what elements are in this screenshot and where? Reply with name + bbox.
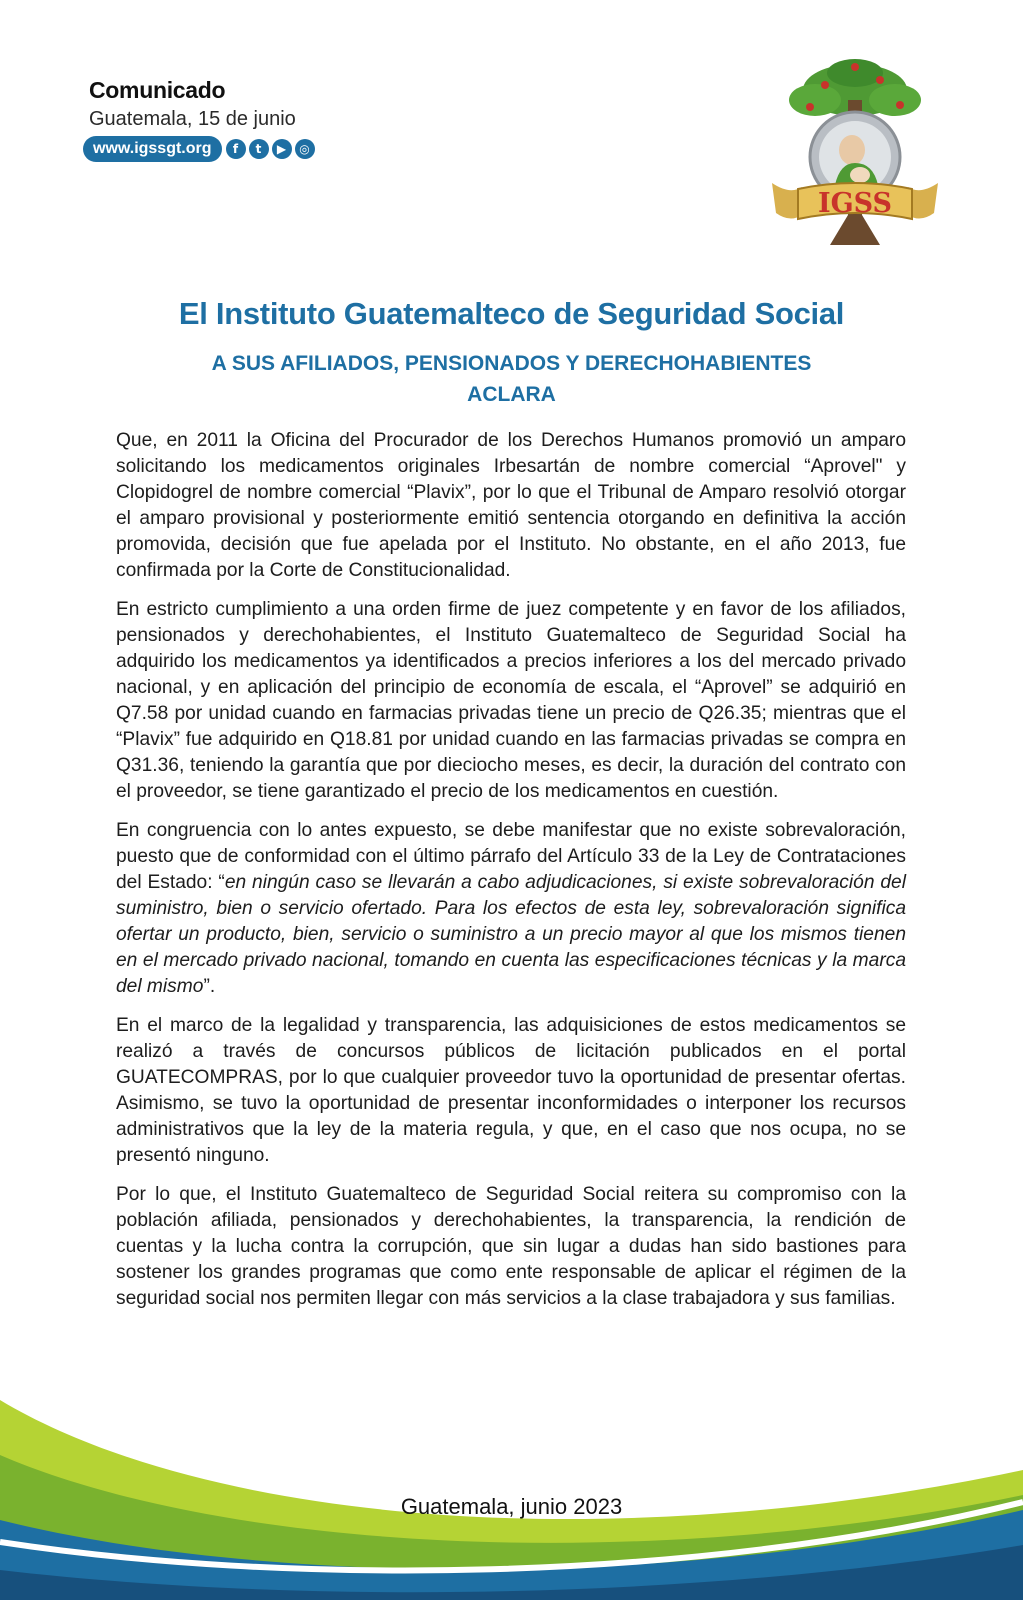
instagram-icon[interactable]: ◎ [295, 139, 315, 159]
paragraph-5: Por lo que, el Instituto Guatemalteco de Seguridad Social reitera su compromiso con la población afiliada, pensionados y derechohabientes, la transparencia, la rendición de cuentas y la lucha contra la corrupción, que sin lugar a dudas han sido bastiones para sostener los grandes programas que como ente responsable de aplicar el régimen de la seguridad social nos permiten llegar con más servicios a la clase trabajadora y sus familias. [116, 1184, 906, 1309]
logo-text: IGSS [817, 188, 893, 219]
facebook-icon[interactable]: f [226, 139, 246, 159]
paragraph-1: Que, en 2011 la Oficina del Procurador de los Derechos Humanos promovió un amparo solicitando los medicamentos originales Irbesartán de nombre comercial “Aprovel" y Clopidogrel de nombre comercial “Plavix”, por lo que el Tribunal de Amparo resolvió otorgar el amparo provisional y posteriormente emitió sentencia otorgando en definitiva la acción promovida, decisión que fue apelada por el Instituto. No obstante, en el año 2013, fue confirmada por la Corte de Constitucionalidad. [116, 430, 906, 581]
paragraph-2: En estricto cumplimiento a una orden firme de juez competente y en favor de los afiliados, pensionados y derechohabientes, el Instituto Guatemalteco de Seguridad Social ha adquirido los medicamentos ya identificados a precios inferiores a los del mercado privado nacional, y en aplicación del principio de economía de escala, el “Aprovel” se adquirió en Q7.58 por unidad cuando en farmacias privadas tiene un precio de Q26.35; mientras que el “Plavix” fue adquirido en Q18.81 por unidad cuando en las farmacias privadas se compra en Q31.36, teniendo la garantía que por dieciocho meses, es decir, la duración del contrato con el proveedor, se tiene garantizado el precio de los medicamentos en cuestión. [116, 599, 906, 802]
paragraph-3-lead: En congruencia con lo antes expuesto, se debe manifestar que no existe sobrevaloración, puesto que de conformidad con el último párrafo del Artículo 33 de la Ley de Contrataciones del Estado: “ [116, 820, 906, 893]
page-title: El Instituto Guatemalteco de Seguridad Social [178, 296, 845, 331]
subtitle [0, 348, 1023, 410]
paragraph-3-tail: ”. [203, 976, 216, 997]
document-kind: Comunicado [89, 77, 226, 103]
dateline: Guatemala, 15 de junio [89, 108, 296, 130]
paragraph-4: En el marco de la legalidad y transparencia, las adquisiciones de estos medicamentos se realizó a través de concursos públicos de licitación publicados en el portal GUATECOMPRAS, por lo que cualquier proveedor tuvo la oportunidad de presentar ofertas. Asimismo, se tuvo la oportunidad de presentar inconformidades o interponer los recursos administrativos que la ley de la materia regula, y que, en el caso que nos ocupa, no se presentó ninguno. [116, 1015, 906, 1166]
igss-logo [770, 55, 940, 255]
website-link[interactable]: www.igssgt.org [83, 136, 222, 162]
paragraph-3 [116, 818, 906, 1000]
twitter-icon[interactable]: t [249, 139, 269, 159]
subtitle-line-1: A SUS AFILIADOS, PENSIONADOS Y DERECHOHABIENTES [211, 352, 812, 375]
social-icons [226, 139, 318, 159]
youtube-icon[interactable]: ▶ [272, 139, 292, 159]
signoff: Guatemala, junio 2023 [400, 1494, 623, 1519]
statement-body [116, 428, 906, 1325]
contact-row [83, 136, 318, 162]
footer-wave [0, 1360, 1023, 1600]
header-block [89, 76, 318, 162]
law-quote: en ningún caso se llevarán a cabo adjudicaciones, si existe sobrevaloración del suministro, bien o servicio ofertado. Para los efectos de esta ley, sobrevaloración significa ofertar un producto, bien, servicio o suministro a un precio mayor al que los mismos tienen en el mercado privado nacional, tomando en cuenta las especificaciones técnicas y la marca del mismo [116, 872, 906, 997]
subtitle-line-2: ACLARA [467, 383, 556, 406]
